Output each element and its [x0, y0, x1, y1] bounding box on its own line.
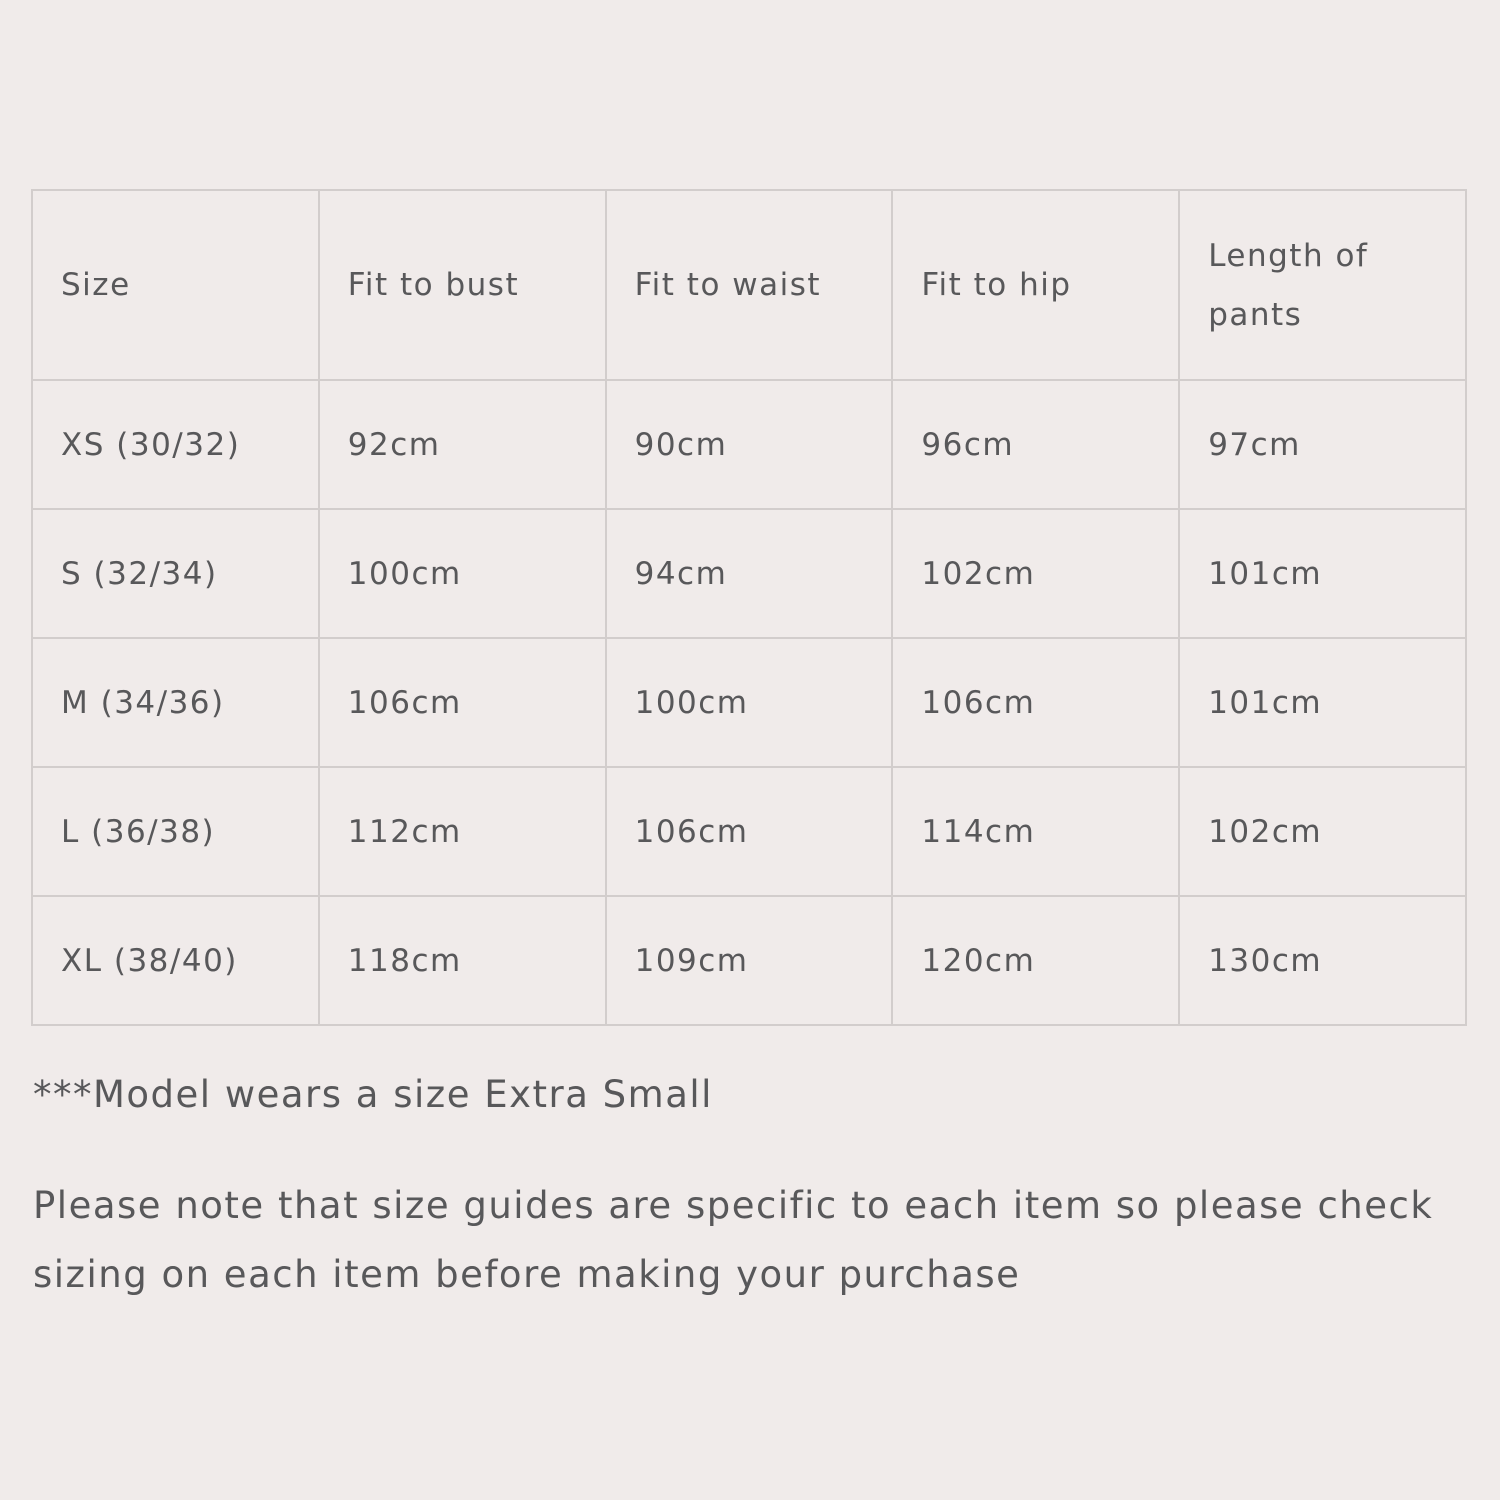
cell-bust: 92cm — [319, 380, 606, 509]
table-row — [32, 380, 1466, 509]
model-size-note: ***Model wears a size Extra Small — [33, 1073, 713, 1116]
header-fit-to-waist: Fit to waist — [606, 190, 893, 380]
cell-size: XS (30/32) — [32, 380, 319, 509]
cell-pants-length: 130cm — [1179, 896, 1466, 1025]
cell-size: XL (38/40) — [32, 896, 319, 1025]
table-row — [32, 896, 1466, 1025]
header-length-of-pants-label: Length of pants — [1208, 238, 1369, 333]
cell-pants-length: 101cm — [1179, 509, 1466, 638]
size-guide-note: Please note that size guides are specific to each item so please check sizing on each item before making your purchase — [33, 1184, 1434, 1296]
size-guide-table — [31, 189, 1467, 1026]
cell-hip: 120cm — [892, 896, 1179, 1025]
cell-size: L (36/38) — [32, 767, 319, 896]
table-row — [32, 638, 1466, 767]
cell-hip: 106cm — [892, 638, 1179, 767]
cell-pants-length: 101cm — [1179, 638, 1466, 767]
cell-bust: 106cm — [319, 638, 606, 767]
header-fit-to-hip: Fit to hip — [892, 190, 1179, 380]
header-fit-to-bust: Fit to bust — [319, 190, 606, 380]
cell-bust: 100cm — [319, 509, 606, 638]
cell-waist: 94cm — [606, 509, 893, 638]
cell-hip: 102cm — [892, 509, 1179, 638]
cell-waist: 106cm — [606, 767, 893, 896]
cell-pants-length: 97cm — [1179, 380, 1466, 509]
cell-size: S (32/34) — [32, 509, 319, 638]
cell-size: M (34/36) — [32, 638, 319, 767]
table-row — [32, 509, 1466, 638]
table-row — [32, 767, 1466, 896]
header-size: Size — [32, 190, 319, 380]
cell-waist: 90cm — [606, 380, 893, 509]
cell-hip: 114cm — [892, 767, 1179, 896]
header-length-of-pants — [1179, 190, 1466, 380]
cell-bust: 112cm — [319, 767, 606, 896]
cell-bust: 118cm — [319, 896, 606, 1025]
cell-hip: 96cm — [892, 380, 1179, 509]
table-header-row — [32, 190, 1466, 380]
cell-waist: 109cm — [606, 896, 893, 1025]
cell-waist: 100cm — [606, 638, 893, 767]
cell-pants-length: 102cm — [1179, 767, 1466, 896]
